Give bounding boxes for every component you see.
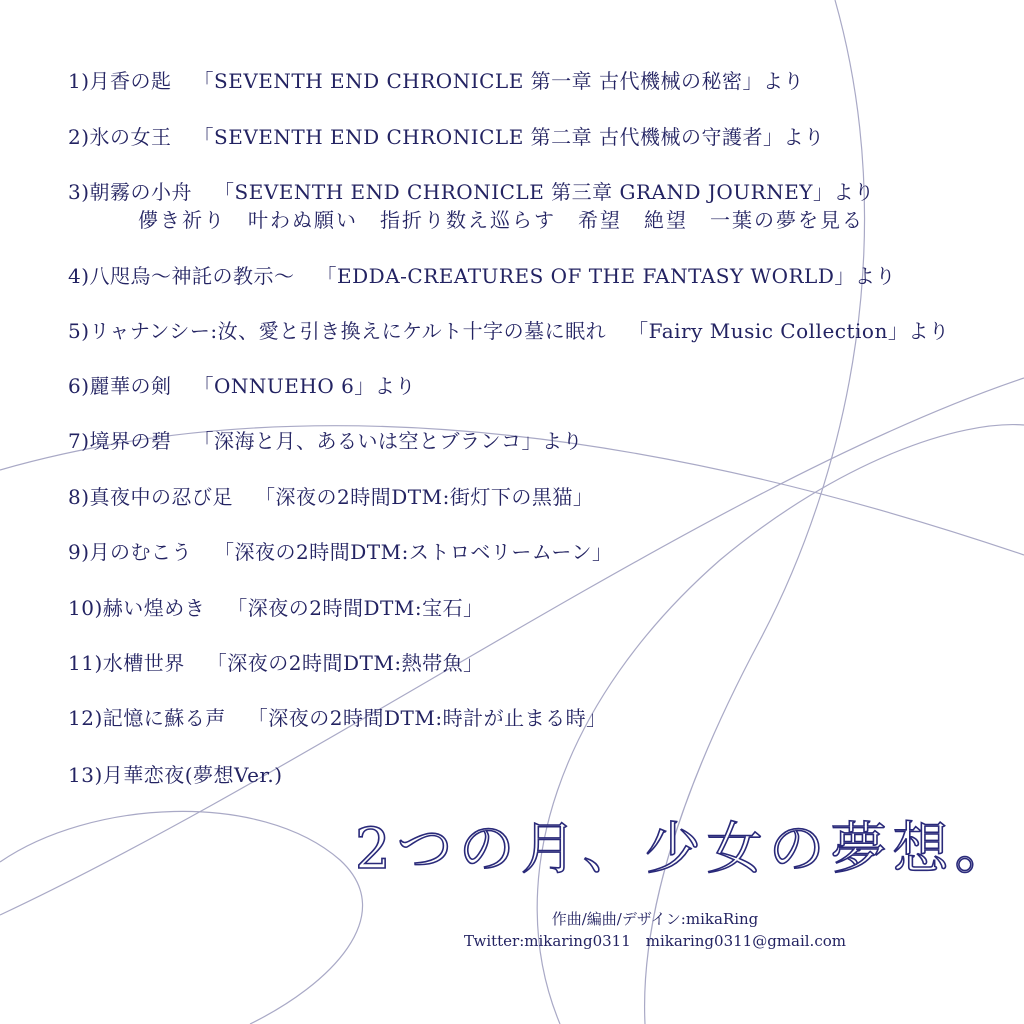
track-source: 「深海と月、あるいは空とブランコ」より bbox=[193, 429, 584, 453]
track-title: 6)麗華の剣 bbox=[68, 374, 172, 398]
track-5 bbox=[68, 318, 949, 344]
track-8 bbox=[68, 484, 593, 510]
orbit-line bbox=[0, 811, 363, 1024]
track-title: 13)月華恋夜(夢想Ver.) bbox=[68, 763, 283, 787]
track-6 bbox=[68, 373, 416, 399]
track-11 bbox=[68, 650, 484, 676]
track-title: 4)八咫烏〜神託の教示〜 bbox=[68, 264, 295, 288]
track-12 bbox=[68, 705, 607, 731]
track-3 bbox=[68, 179, 875, 205]
track-source: 「SEVENTH END CHRONICLE 第二章 古代機械の守護者」より bbox=[193, 125, 825, 149]
track-source: 「Fairy Music Collection」より bbox=[628, 319, 950, 343]
track-source: 「深夜の2時間DTM:熱帯魚」 bbox=[206, 651, 484, 675]
track-2 bbox=[68, 124, 825, 150]
track-1 bbox=[68, 68, 804, 94]
track-source: 「SEVENTH END CHRONICLE 第一章 古代機械の秘密」より bbox=[193, 69, 805, 93]
track-source: 「深夜の2時間DTM:街灯下の黒猫」 bbox=[255, 485, 594, 509]
album-title: 2つの月、少女の夢想。 bbox=[355, 817, 1017, 882]
track-title: 1)月香の匙 bbox=[68, 69, 172, 93]
credits bbox=[450, 908, 860, 952]
track-4 bbox=[68, 263, 896, 289]
track-source: 「深夜の2時間DTM:時計が止まる時」 bbox=[247, 706, 607, 730]
credits-contact: Twitter:mikaring0311 mikaring0311@gmail.com bbox=[464, 932, 846, 950]
track-source: 「深夜の2時間DTM:ストロベリームーン」 bbox=[214, 540, 613, 564]
track-title: 11)水槽世界 bbox=[68, 651, 185, 675]
track-source: 「SEVENTH END CHRONICLE 第三章 GRAND JOURNEY」より bbox=[214, 180, 875, 204]
track-source: 「深夜の2時間DTM:宝石」 bbox=[227, 596, 484, 620]
track-source: 「EDDA-CREATURES OF THE FANTASY WORLD」より bbox=[316, 264, 896, 288]
track-9 bbox=[68, 539, 612, 565]
track-title: 3)朝霧の小舟 bbox=[68, 180, 193, 204]
track-source: 「ONNUEHO 6」より bbox=[193, 374, 416, 398]
track-10 bbox=[68, 595, 484, 621]
track-3-subline: 儚き祈り 叶わぬ願い 指折り数え巡らす 希望 絶望 一葉の夢を見る bbox=[138, 208, 864, 232]
track-title: 8)真夜中の忍び足 bbox=[68, 485, 234, 509]
track-title: 12)記憶に蘇る声 bbox=[68, 706, 226, 730]
track-title: 9)月のむこう bbox=[68, 540, 193, 564]
track-title: 2)氷の女王 bbox=[68, 125, 172, 149]
track-7 bbox=[68, 428, 583, 454]
track-13 bbox=[68, 762, 283, 788]
credits-role: 作曲/編曲/デザイン:mikaRing bbox=[551, 910, 759, 928]
track-title: 5)リャナンシー:汝、愛と引き換えにケルト十字の墓に眠れ bbox=[68, 319, 607, 343]
track-title: 10)赫い煌めき bbox=[68, 596, 206, 620]
track-title: 7)境界の碧 bbox=[68, 429, 172, 453]
